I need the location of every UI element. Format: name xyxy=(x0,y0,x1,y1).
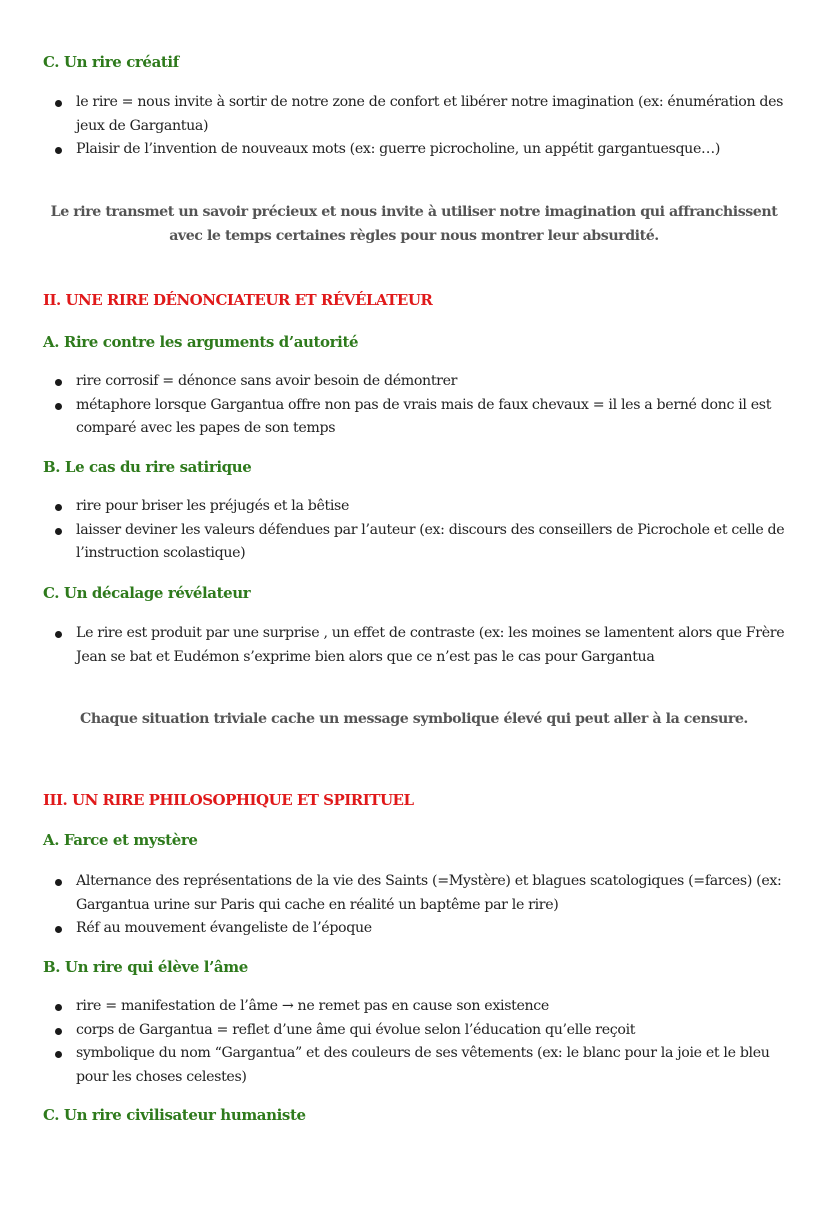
bullet-dot-icon xyxy=(55,528,62,535)
bullet-dot-icon xyxy=(55,403,62,410)
list-item: Alternance des représentations de la vie des Saints (=Mystère) et blagues scatologiques (=farces) (ex: Gargantua urine sur Paris qui cache en réalité un baptême par le rire) xyxy=(53,870,793,917)
bullet-dot-icon xyxy=(55,631,62,638)
list-item: métaphore lorsque Gargantua offre non pas de vrais mais de faux chevaux = il les a berné donc il est comparé avec les papes de son temps xyxy=(53,394,793,441)
list-item: Plaisir de l’invention de nouveaux mots (ex: guerre picrocholine, un appétit gargantuesque…) xyxy=(53,138,793,162)
bullet-list-rire-eleve-ame xyxy=(53,995,793,1089)
bullet-list-rire-creatif xyxy=(53,91,793,162)
list-item: le rire = nous invite à sortir de notre zone de confort et libérer notre imagination (ex: énumération des jeux de Gargantua) xyxy=(53,91,793,138)
bullet-dot-icon xyxy=(55,147,62,154)
bullet-list-decalage-revelateur xyxy=(53,622,793,669)
list-item: rire = manifestation de l’âme → ne remet pas en cause son existence xyxy=(53,995,793,1019)
bullet-dot-icon xyxy=(55,1004,62,1011)
subheading-arguments-autorite: A. Rire contre les arguments d’autorité xyxy=(43,333,359,351)
subheading-rire-civilisateur: C. Un rire civilisateur humaniste xyxy=(43,1106,306,1124)
bullet-list-rire-satirique xyxy=(53,495,793,566)
subheading-un-rire-creatif: C. Un rire créatif xyxy=(43,53,179,71)
summary-part-1: Le rire transmet un savoir précieux et nous invite à utiliser notre imagination qui affranchissent avec le temps certaines règles pour nous montrer leur absurdité. xyxy=(50,204,778,244)
subheading-rire-eleve-ame: B. Un rire qui élève l’âme xyxy=(43,958,248,976)
bullet-dot-icon xyxy=(55,100,62,107)
bullet-dot-icon xyxy=(55,504,62,511)
summary-part-2: Chaque situation triviale cache un message symbolique élevé qui peut aller à la censure. xyxy=(80,711,748,727)
bullet-list-farce-mystere xyxy=(53,870,793,941)
section-heading-part-3: III. UN RIRE PHILOSOPHIQUE ET SPIRITUEL xyxy=(43,791,414,809)
bullet-dot-icon xyxy=(55,1051,62,1058)
subheading-farce-mystere: A. Farce et mystère xyxy=(43,831,198,849)
subheading-decalage-revelateur: C. Un décalage révélateur xyxy=(43,584,251,602)
list-item: corps de Gargantua = reflet d’une âme qui évolue selon l’éducation qu’elle reçoit xyxy=(53,1019,793,1043)
list-item: rire pour briser les préjugés et la bêtise xyxy=(53,495,793,519)
list-item: symbolique du nom “Gargantua” et des couleurs de ses vêtements (ex: le blanc pour la joie et le bleu pour les choses celestes) xyxy=(53,1042,793,1089)
bullet-list-arguments-autorite xyxy=(53,370,793,441)
bullet-dot-icon xyxy=(55,879,62,886)
list-item: Le rire est produit par une surprise , un effet de contraste (ex: les moines se lamentent alors que Frère Jean se bat et Eudémon s’exprime bien alors que ce n’est pas le cas pour Gargantua xyxy=(53,622,793,669)
bullet-dot-icon xyxy=(55,1028,62,1035)
list-item: Réf au mouvement évangeliste de l’époque xyxy=(53,917,793,941)
subheading-rire-satirique: B. Le cas du rire satirique xyxy=(43,458,252,476)
bullet-dot-icon xyxy=(55,926,62,933)
section-heading-part-2: II. UNE RIRE DÉNONCIATEUR ET RÉVÉLATEUR xyxy=(43,291,433,309)
list-item: rire corrosif = dénonce sans avoir besoin de démontrer xyxy=(53,370,793,394)
list-item: laisser deviner les valeurs défendues par l’auteur (ex: discours des conseillers de Picrochole et celle de l’instruction scolastique) xyxy=(53,519,793,566)
bullet-dot-icon xyxy=(55,379,62,386)
